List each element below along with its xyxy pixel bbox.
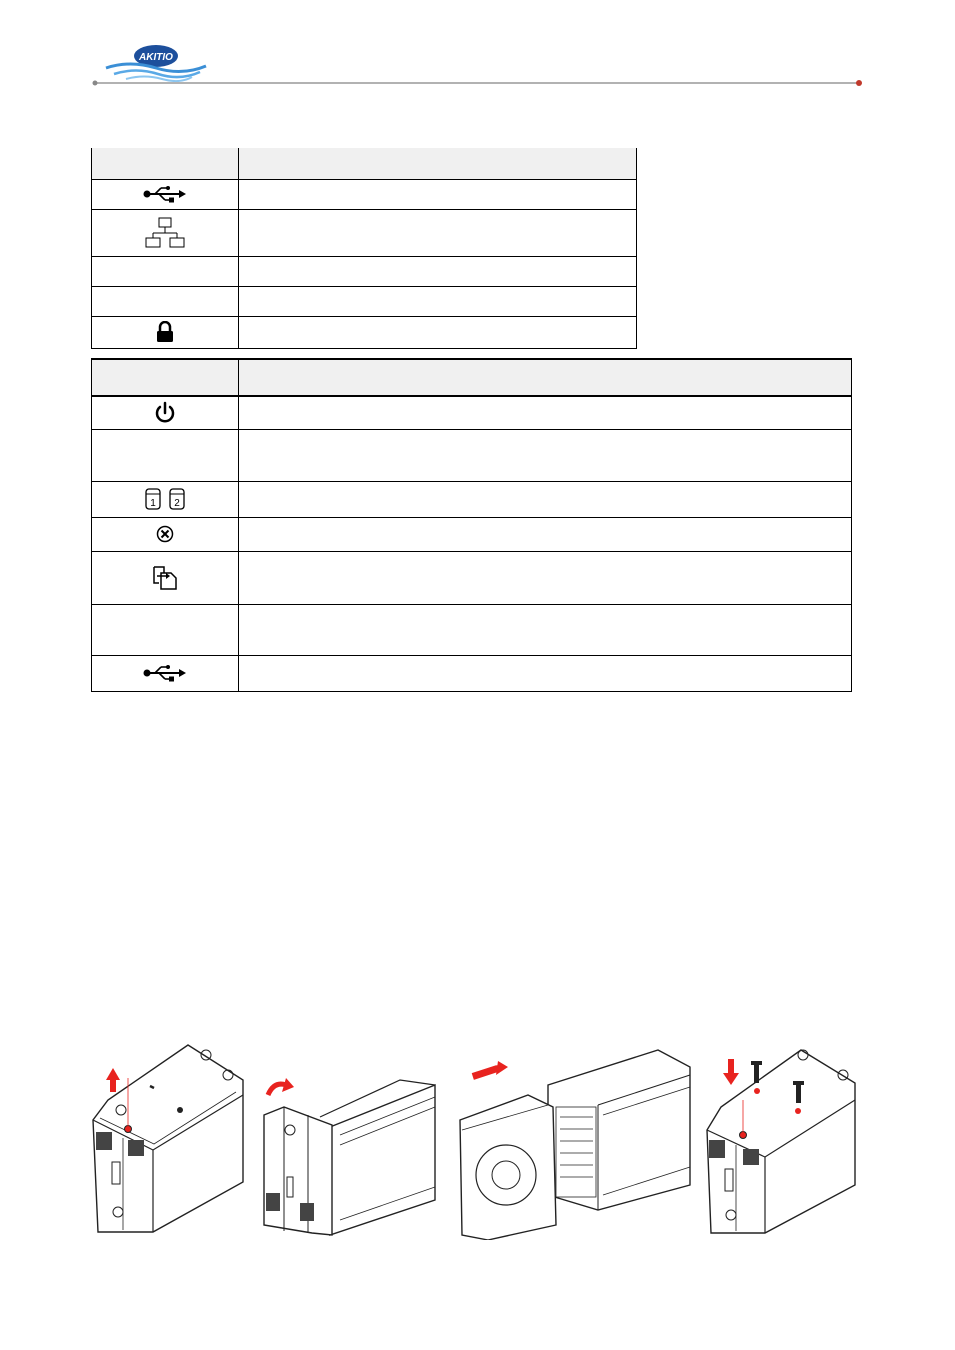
- icon-cell: [92, 604, 239, 655]
- legend-table-ports: [91, 148, 637, 349]
- description-cell: [239, 209, 637, 256]
- description-cell: [239, 316, 637, 348]
- description-cell: [239, 517, 852, 551]
- icon-cell: [92, 256, 239, 286]
- svg-text:2: 2: [174, 498, 180, 509]
- table-row: [92, 655, 852, 691]
- akitio-logo: [100, 42, 210, 82]
- table-row: [92, 316, 637, 348]
- icon-cell: [92, 517, 239, 551]
- step-4-insert-screw-illustration: [703, 1045, 863, 1240]
- icon-cell: [92, 396, 239, 429]
- table-row: [92, 179, 637, 209]
- step-2-open-front-illustration: [260, 1075, 440, 1240]
- description-cell: [239, 396, 852, 429]
- table-row: [92, 517, 852, 551]
- table-row: [92, 429, 852, 481]
- network-icon: [145, 217, 185, 249]
- header-cell-icon: [92, 359, 239, 396]
- header-cell-description: [239, 359, 852, 396]
- table-row: [92, 396, 852, 429]
- hdd-1-2-icon: [144, 487, 186, 511]
- description-cell: [239, 286, 637, 316]
- copy-icon: [152, 565, 178, 591]
- description-cell: [239, 481, 852, 517]
- description-cell: [239, 179, 637, 209]
- description-cell: [239, 429, 852, 481]
- icon-cell: [92, 179, 239, 209]
- table-row: [92, 256, 637, 286]
- power-icon: [153, 401, 177, 425]
- usb-icon: [143, 185, 187, 203]
- legend-table-leds: [91, 358, 852, 692]
- description-cell: [239, 604, 852, 655]
- error-icon: [155, 524, 175, 544]
- icon-cell: [92, 551, 239, 604]
- header-cell-description: [239, 148, 637, 179]
- icon-cell: [92, 481, 239, 517]
- table-row: [92, 551, 852, 604]
- description-cell: [239, 551, 852, 604]
- icon-cell: [92, 316, 239, 348]
- lock-icon: [155, 321, 175, 343]
- header-rule: [92, 80, 862, 86]
- svg-text:1: 1: [150, 498, 156, 509]
- icon-cell: [92, 209, 239, 256]
- icon-cell: [92, 655, 239, 691]
- step-1-remove-screw-illustration: [88, 1040, 248, 1240]
- table-row: [92, 286, 637, 316]
- usb-icon: [143, 664, 187, 682]
- logo-text: AKITIO: [139, 52, 173, 63]
- table-header-row: [92, 359, 852, 396]
- table-header-row: [92, 148, 637, 179]
- description-cell: [239, 256, 637, 286]
- icon-cell: [92, 286, 239, 316]
- icon-cell: [92, 429, 239, 481]
- step-3-insert-drive-illustration: [448, 1045, 693, 1240]
- table-row: [92, 481, 852, 517]
- header-cell-icon: [92, 148, 239, 179]
- description-cell: [239, 655, 852, 691]
- table-row: [92, 604, 852, 655]
- table-row: [92, 209, 637, 256]
